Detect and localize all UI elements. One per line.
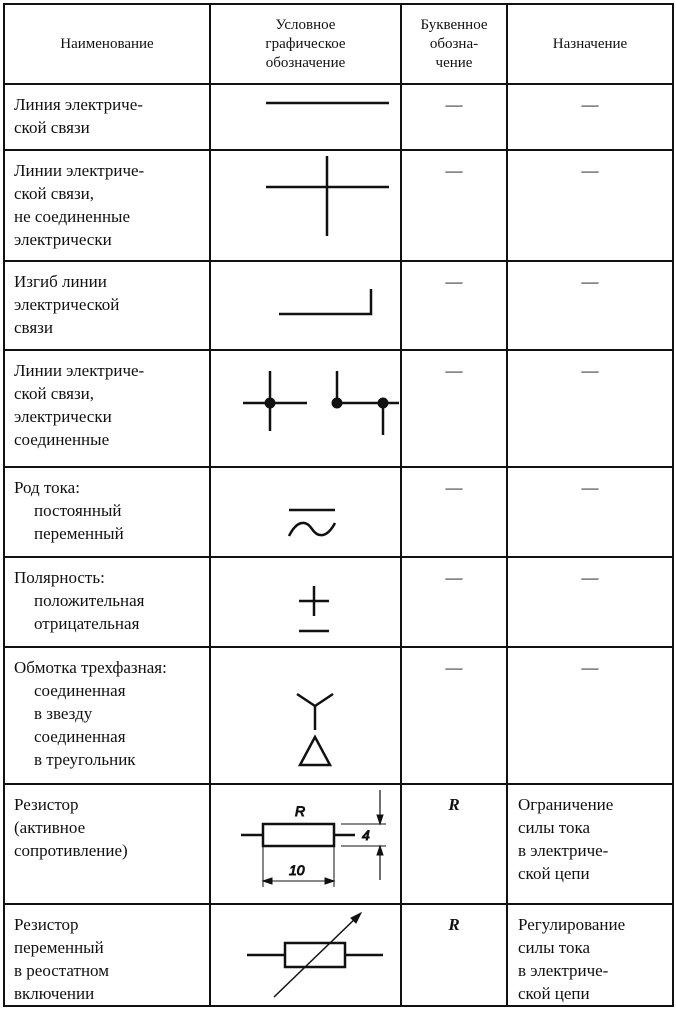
- plus-icon: [299, 586, 329, 616]
- resistor-body-icon: [285, 943, 345, 967]
- winding-symbols: [211, 648, 401, 778]
- symbol-cell: [210, 557, 401, 647]
- header-purpose: Назначение: [507, 4, 673, 84]
- purpose-cell: —: [507, 467, 673, 557]
- symbols-table: [3, 3, 674, 1007]
- letter-cell: —: [401, 647, 507, 784]
- table-row: [4, 784, 673, 904]
- symbol-cell: [210, 84, 401, 150]
- symbol-cell: [210, 467, 401, 557]
- height-dimension: 4: [362, 827, 370, 843]
- letter-cell: —: [401, 350, 507, 467]
- resistor-body-icon: [263, 824, 334, 846]
- purpose-cell: —: [507, 84, 673, 150]
- symbol-cell: [210, 350, 401, 467]
- length-dimension: 10: [289, 862, 305, 878]
- row-name: Полярность: положительная отрицательная: [4, 557, 210, 647]
- header-letter: Буквенное обозна- чение: [401, 4, 507, 84]
- alternating-current-icon: [289, 523, 335, 536]
- table-row: [4, 557, 673, 647]
- row-name: Изгиб линии электрической связи: [4, 261, 210, 350]
- symbol-cell: [210, 784, 401, 904]
- star-connection-icon: [297, 694, 333, 730]
- purpose-cell: —: [507, 647, 673, 784]
- connected-lines-symbol: [211, 351, 401, 461]
- line-bend-symbol: [211, 262, 401, 347]
- delta-connection-icon: [300, 737, 330, 765]
- row-name: Линии электриче- ской связи, электрически соединенные: [4, 350, 210, 467]
- purpose-cell: —: [507, 557, 673, 647]
- row-name: Резистор переменный в реостатном включении: [4, 904, 210, 1006]
- letter-cell: —: [401, 150, 507, 261]
- purpose-cell: Ограничение силы тока в электриче- ской цепи: [507, 784, 673, 904]
- table-row: [4, 647, 673, 784]
- table-row: [4, 350, 673, 467]
- connection-line-symbol: [211, 85, 401, 145]
- letter-cell: —: [401, 557, 507, 647]
- letter-cell: R: [401, 784, 507, 904]
- row-name: Род тока: постоянный переменный: [4, 467, 210, 557]
- symbol-cell: [210, 261, 401, 350]
- letter-cell: —: [401, 261, 507, 350]
- row-name: Резистор (активное сопротивление): [4, 784, 210, 904]
- header-name: Наименование: [4, 4, 210, 84]
- table-row: [4, 467, 673, 557]
- symbol-cell: [210, 904, 401, 1006]
- polarity-symbols: [211, 558, 401, 643]
- resistor-label: R: [295, 803, 306, 819]
- row-name: Линии электриче- ской связи, не соединенные электрически: [4, 150, 210, 261]
- letter-cell: —: [401, 467, 507, 557]
- letter-cell: R: [401, 904, 507, 1006]
- table-row: [4, 150, 673, 261]
- current-type-symbols: [211, 468, 401, 553]
- purpose-cell: —: [507, 150, 673, 261]
- resistor-symbol: [211, 785, 401, 903]
- letter-cell: —: [401, 84, 507, 150]
- row-name: Линия электриче- ской связи: [4, 84, 210, 150]
- header-row: [4, 4, 673, 84]
- purpose-cell: —: [507, 350, 673, 467]
- purpose-cell: Регулирование силы тока в электриче- ской цепи: [507, 904, 673, 1006]
- variable-resistor-symbol: [211, 905, 401, 1003]
- symbol-cell: [210, 150, 401, 261]
- symbol-cell: [210, 647, 401, 784]
- purpose-cell: —: [507, 261, 673, 350]
- header-graphic: Условное графическое обозначение: [210, 4, 401, 84]
- crossing-lines-symbol: [211, 151, 401, 256]
- table-row: [4, 84, 673, 150]
- table-row: [4, 261, 673, 350]
- row-name: Обмотка трехфазная: соединенная в звезду соединенная в треугольник: [4, 647, 210, 784]
- table-row: [4, 904, 673, 1006]
